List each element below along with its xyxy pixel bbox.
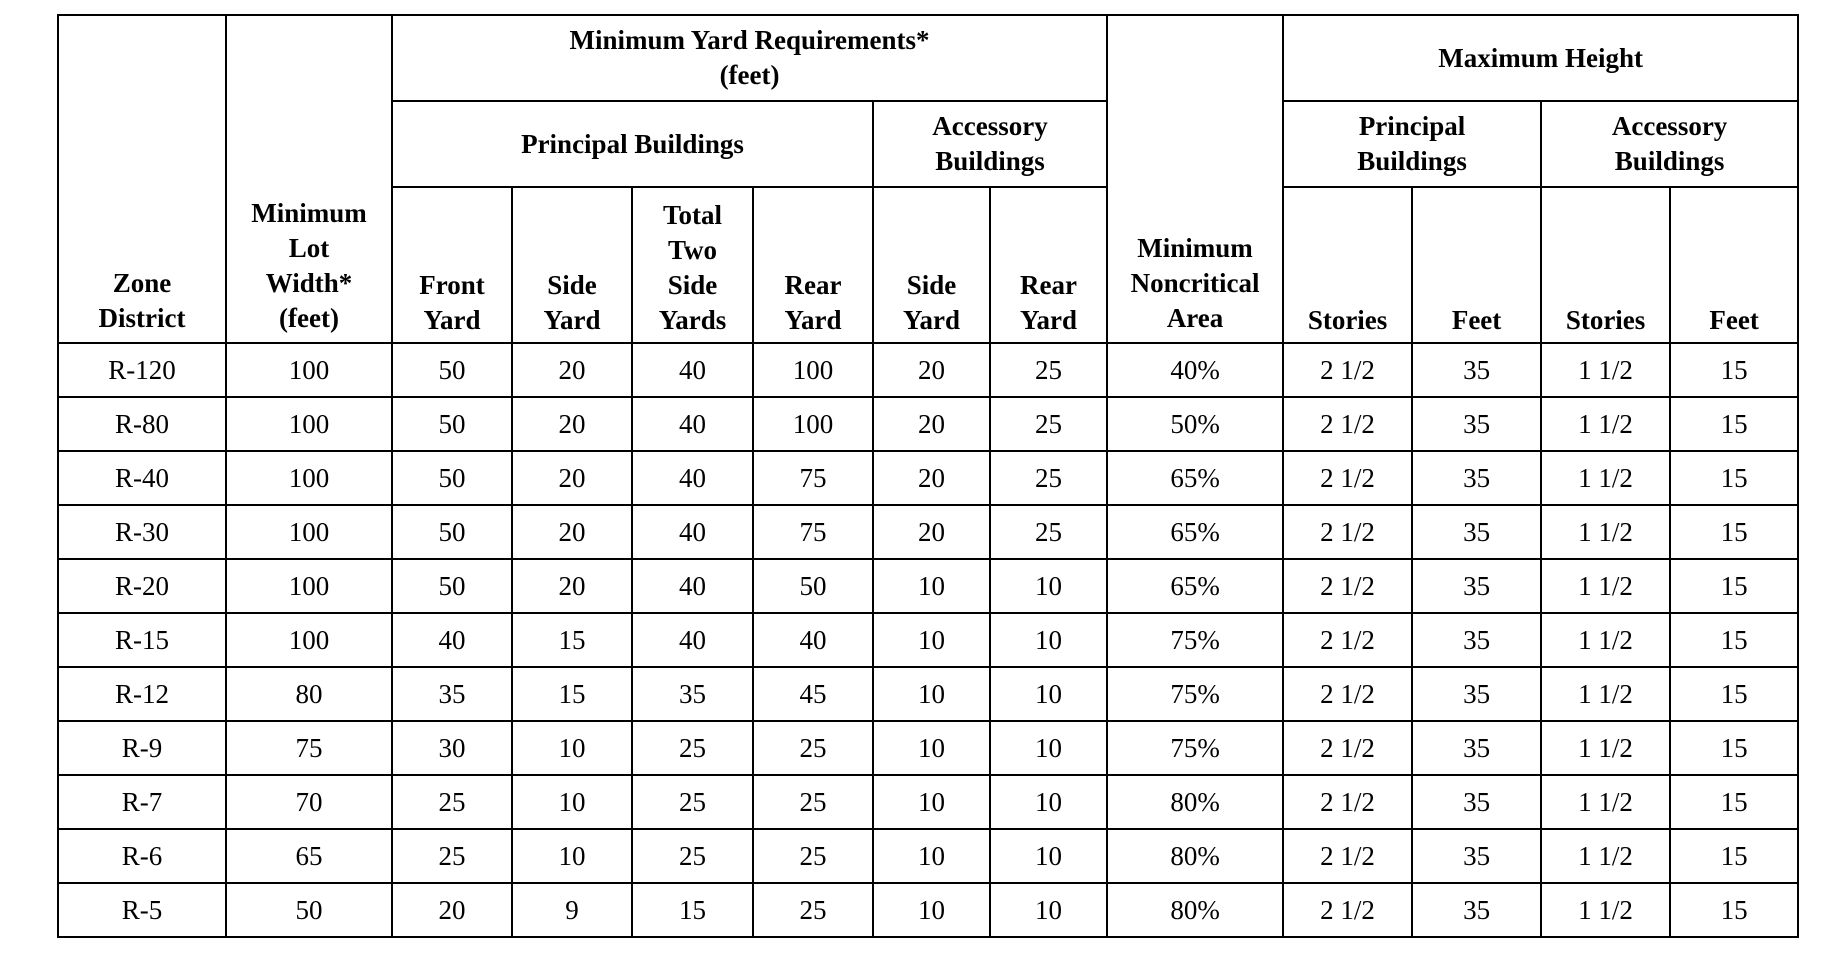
cell-accessory-feet: 15 — [1670, 883, 1798, 937]
cell-principal-stories: 2 1/2 — [1283, 505, 1412, 559]
header-accessory-feet: Feet — [1670, 187, 1798, 343]
cell-minimum-noncritical-area: 65% — [1107, 451, 1283, 505]
cell-minimum-noncritical-area: 65% — [1107, 559, 1283, 613]
cell-principal-feet: 35 — [1412, 559, 1541, 613]
cell-rear-yard: 25 — [753, 829, 873, 883]
cell-rear-yard: 75 — [753, 451, 873, 505]
cell-minimum-lot-width: 70 — [226, 775, 392, 829]
cell-accessory-feet: 15 — [1670, 667, 1798, 721]
cell-total-two-side-yards: 25 — [632, 721, 753, 775]
header-accessory-side-yard: Side Yard — [873, 187, 990, 343]
table-row — [58, 883, 1798, 937]
cell-accessory-feet: 15 — [1670, 829, 1798, 883]
table-row — [58, 829, 1798, 883]
cell-total-two-side-yards: 15 — [632, 883, 753, 937]
cell-minimum-lot-width: 100 — [226, 559, 392, 613]
cell-principal-stories: 2 1/2 — [1283, 397, 1412, 451]
cell-accessory-stories: 1 1/2 — [1541, 613, 1670, 667]
table-row — [58, 721, 1798, 775]
header-principal-buildings: Principal Buildings — [392, 101, 873, 187]
cell-principal-stories: 2 1/2 — [1283, 883, 1412, 937]
cell-minimum-lot-width: 75 — [226, 721, 392, 775]
header-principal-stories: Stories — [1283, 187, 1412, 343]
cell-front-yard: 20 — [392, 883, 512, 937]
cell-principal-stories: 2 1/2 — [1283, 667, 1412, 721]
cell-minimum-lot-width: 65 — [226, 829, 392, 883]
cell-side-yard: 20 — [512, 505, 632, 559]
cell-accessory-feet: 15 — [1670, 613, 1798, 667]
cell-zone-district: R-20 — [58, 559, 226, 613]
cell-accessory-side-yard: 10 — [873, 559, 990, 613]
cell-zone-district: R-9 — [58, 721, 226, 775]
cell-accessory-stories: 1 1/2 — [1541, 721, 1670, 775]
cell-front-yard: 50 — [392, 505, 512, 559]
cell-principal-feet: 35 — [1412, 505, 1541, 559]
cell-accessory-rear-yard: 25 — [990, 451, 1107, 505]
cell-front-yard: 50 — [392, 559, 512, 613]
header-height-accessory-buildings: Accessory Buildings — [1541, 101, 1798, 187]
cell-side-yard: 20 — [512, 559, 632, 613]
cell-minimum-noncritical-area: 80% — [1107, 883, 1283, 937]
header-principal-feet: Feet — [1412, 187, 1541, 343]
table-row — [58, 397, 1798, 451]
cell-minimum-lot-width: 100 — [226, 505, 392, 559]
cell-zone-district: R-80 — [58, 397, 226, 451]
cell-accessory-rear-yard: 10 — [990, 667, 1107, 721]
cell-principal-stories: 2 1/2 — [1283, 451, 1412, 505]
cell-principal-stories: 2 1/2 — [1283, 829, 1412, 883]
cell-accessory-stories: 1 1/2 — [1541, 775, 1670, 829]
cell-front-yard: 50 — [392, 397, 512, 451]
cell-front-yard: 40 — [392, 613, 512, 667]
cell-principal-feet: 35 — [1412, 883, 1541, 937]
cell-principal-feet: 35 — [1412, 721, 1541, 775]
header-height-principal-buildings: Principal Buildings — [1283, 101, 1541, 187]
cell-side-yard: 10 — [512, 721, 632, 775]
cell-accessory-rear-yard: 25 — [990, 343, 1107, 397]
cell-zone-district: R-30 — [58, 505, 226, 559]
cell-minimum-noncritical-area: 75% — [1107, 667, 1283, 721]
table-row — [58, 667, 1798, 721]
cell-rear-yard: 45 — [753, 667, 873, 721]
cell-total-two-side-yards: 25 — [632, 775, 753, 829]
cell-zone-district: R-12 — [58, 667, 226, 721]
header-total-two-side-yards: Total Two Side Yards — [632, 187, 753, 343]
header-minimum-yard-requirements: Minimum Yard Requirements* (feet) — [392, 15, 1107, 101]
cell-principal-feet: 35 — [1412, 667, 1541, 721]
cell-total-two-side-yards: 40 — [632, 613, 753, 667]
cell-accessory-rear-yard: 10 — [990, 775, 1107, 829]
table-row — [58, 775, 1798, 829]
cell-total-two-side-yards: 25 — [632, 829, 753, 883]
cell-side-yard: 10 — [512, 829, 632, 883]
cell-side-yard: 15 — [512, 613, 632, 667]
cell-zone-district: R-15 — [58, 613, 226, 667]
cell-accessory-rear-yard: 10 — [990, 613, 1107, 667]
cell-principal-stories: 2 1/2 — [1283, 559, 1412, 613]
cell-zone-district: R-7 — [58, 775, 226, 829]
cell-minimum-noncritical-area: 75% — [1107, 613, 1283, 667]
cell-rear-yard: 25 — [753, 721, 873, 775]
cell-accessory-stories: 1 1/2 — [1541, 343, 1670, 397]
header-accessory-stories: Stories — [1541, 187, 1670, 343]
cell-principal-stories: 2 1/2 — [1283, 613, 1412, 667]
cell-front-yard: 35 — [392, 667, 512, 721]
cell-zone-district: R-5 — [58, 883, 226, 937]
cell-principal-stories: 2 1/2 — [1283, 721, 1412, 775]
cell-accessory-stories: 1 1/2 — [1541, 883, 1670, 937]
cell-minimum-lot-width: 80 — [226, 667, 392, 721]
cell-accessory-side-yard: 20 — [873, 451, 990, 505]
cell-minimum-noncritical-area: 75% — [1107, 721, 1283, 775]
table-row — [58, 343, 1798, 397]
cell-principal-stories: 2 1/2 — [1283, 775, 1412, 829]
cell-rear-yard: 50 — [753, 559, 873, 613]
header-side-yard: Side Yard — [512, 187, 632, 343]
cell-minimum-lot-width: 100 — [226, 451, 392, 505]
cell-accessory-rear-yard: 10 — [990, 883, 1107, 937]
cell-accessory-side-yard: 20 — [873, 397, 990, 451]
cell-accessory-stories: 1 1/2 — [1541, 559, 1670, 613]
cell-principal-feet: 35 — [1412, 451, 1541, 505]
cell-side-yard: 20 — [512, 451, 632, 505]
header-minimum-noncritical-area: Minimum Noncritical Area — [1107, 15, 1283, 343]
cell-total-two-side-yards: 40 — [632, 451, 753, 505]
cell-minimum-noncritical-area: 50% — [1107, 397, 1283, 451]
cell-front-yard: 25 — [392, 775, 512, 829]
header-minimum-lot-width: Minimum Lot Width* (feet) — [226, 15, 392, 343]
cell-front-yard: 30 — [392, 721, 512, 775]
cell-rear-yard: 40 — [753, 613, 873, 667]
table-row — [58, 613, 1798, 667]
cell-zone-district: R-120 — [58, 343, 226, 397]
cell-accessory-side-yard: 10 — [873, 667, 990, 721]
cell-accessory-rear-yard: 10 — [990, 721, 1107, 775]
cell-minimum-lot-width: 50 — [226, 883, 392, 937]
cell-principal-stories: 2 1/2 — [1283, 343, 1412, 397]
cell-rear-yard: 25 — [753, 883, 873, 937]
cell-accessory-stories: 1 1/2 — [1541, 397, 1670, 451]
cell-accessory-feet: 15 — [1670, 505, 1798, 559]
cell-rear-yard: 100 — [753, 397, 873, 451]
cell-side-yard: 9 — [512, 883, 632, 937]
header-front-yard: Front Yard — [392, 187, 512, 343]
cell-side-yard: 20 — [512, 343, 632, 397]
header-accessory-rear-yard: Rear Yard — [990, 187, 1107, 343]
table-row — [58, 559, 1798, 613]
cell-front-yard: 50 — [392, 343, 512, 397]
cell-accessory-rear-yard: 10 — [990, 829, 1107, 883]
cell-minimum-noncritical-area: 40% — [1107, 343, 1283, 397]
cell-principal-feet: 35 — [1412, 343, 1541, 397]
cell-accessory-stories: 1 1/2 — [1541, 829, 1670, 883]
cell-zone-district: R-6 — [58, 829, 226, 883]
cell-minimum-lot-width: 100 — [226, 397, 392, 451]
cell-accessory-feet: 15 — [1670, 343, 1798, 397]
cell-accessory-feet: 15 — [1670, 775, 1798, 829]
cell-front-yard: 25 — [392, 829, 512, 883]
cell-accessory-feet: 15 — [1670, 721, 1798, 775]
cell-total-two-side-yards: 40 — [632, 343, 753, 397]
cell-accessory-stories: 1 1/2 — [1541, 451, 1670, 505]
cell-accessory-rear-yard: 10 — [990, 559, 1107, 613]
cell-principal-feet: 35 — [1412, 613, 1541, 667]
cell-side-yard: 10 — [512, 775, 632, 829]
cell-minimum-noncritical-area: 65% — [1107, 505, 1283, 559]
header-maximum-height: Maximum Height — [1283, 15, 1798, 101]
cell-rear-yard: 100 — [753, 343, 873, 397]
cell-minimum-noncritical-area: 80% — [1107, 775, 1283, 829]
cell-rear-yard: 75 — [753, 505, 873, 559]
cell-side-yard: 15 — [512, 667, 632, 721]
cell-zone-district: R-40 — [58, 451, 226, 505]
cell-total-two-side-yards: 40 — [632, 559, 753, 613]
table-row — [58, 505, 1798, 559]
table-body — [58, 343, 1798, 937]
header-accessory-buildings: Accessory Buildings — [873, 101, 1107, 187]
cell-total-two-side-yards: 35 — [632, 667, 753, 721]
cell-accessory-side-yard: 20 — [873, 343, 990, 397]
table-row — [58, 451, 1798, 505]
cell-accessory-feet: 15 — [1670, 397, 1798, 451]
cell-principal-feet: 35 — [1412, 829, 1541, 883]
cell-accessory-stories: 1 1/2 — [1541, 667, 1670, 721]
header-rear-yard: Rear Yard — [753, 187, 873, 343]
cell-accessory-side-yard: 20 — [873, 505, 990, 559]
cell-rear-yard: 25 — [753, 775, 873, 829]
zoning-requirements-table — [57, 14, 1799, 938]
cell-side-yard: 20 — [512, 397, 632, 451]
header-zone-district: Zone District — [58, 15, 226, 343]
cell-accessory-feet: 15 — [1670, 559, 1798, 613]
cell-minimum-noncritical-area: 80% — [1107, 829, 1283, 883]
cell-minimum-lot-width: 100 — [226, 343, 392, 397]
cell-accessory-stories: 1 1/2 — [1541, 505, 1670, 559]
cell-accessory-side-yard: 10 — [873, 829, 990, 883]
cell-accessory-rear-yard: 25 — [990, 505, 1107, 559]
cell-accessory-side-yard: 10 — [873, 613, 990, 667]
cell-front-yard: 50 — [392, 451, 512, 505]
cell-accessory-feet: 15 — [1670, 451, 1798, 505]
cell-accessory-side-yard: 10 — [873, 775, 990, 829]
table-header — [58, 15, 1798, 343]
cell-principal-feet: 35 — [1412, 397, 1541, 451]
cell-total-two-side-yards: 40 — [632, 397, 753, 451]
cell-total-two-side-yards: 40 — [632, 505, 753, 559]
cell-principal-feet: 35 — [1412, 775, 1541, 829]
cell-accessory-side-yard: 10 — [873, 883, 990, 937]
cell-accessory-rear-yard: 25 — [990, 397, 1107, 451]
cell-accessory-side-yard: 10 — [873, 721, 990, 775]
cell-minimum-lot-width: 100 — [226, 613, 392, 667]
